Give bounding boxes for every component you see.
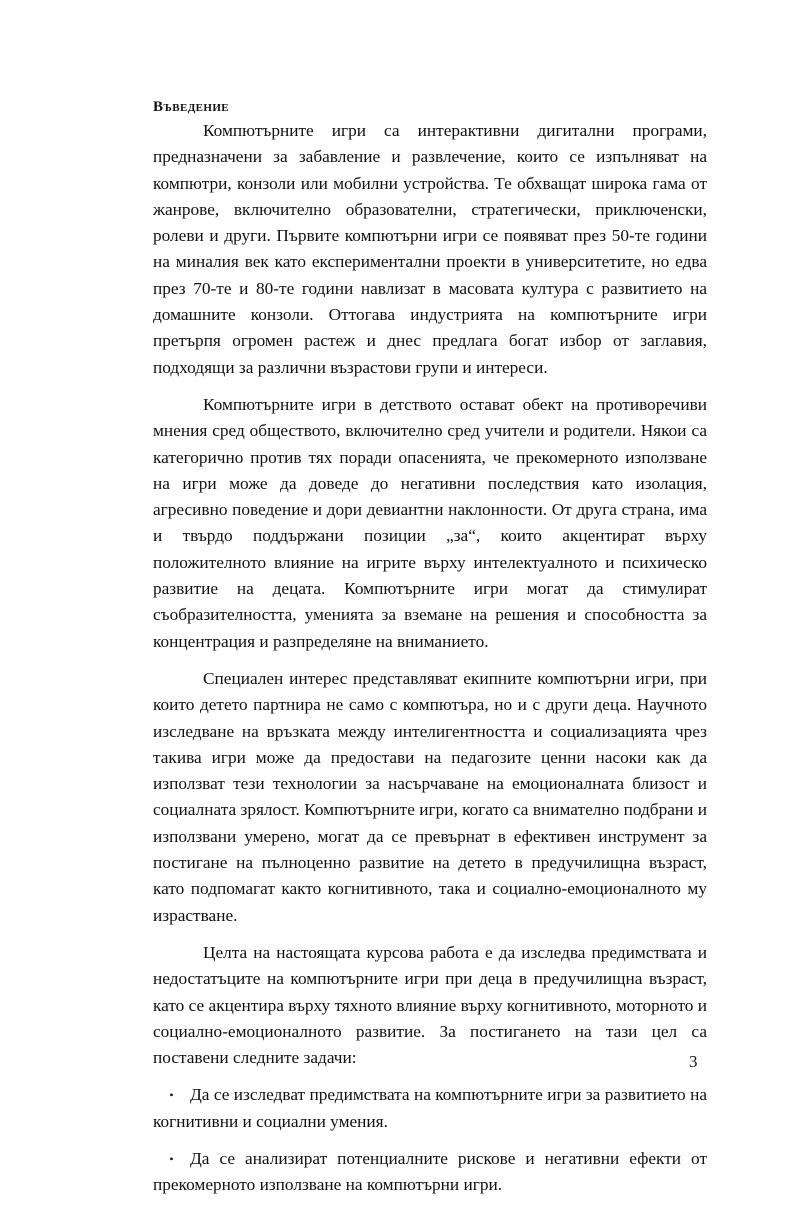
task-text-2: Да се анализират потенциалните рискове и негативни ефекти от прекомерното използване на компютърни игри.	[153, 1148, 707, 1195]
section-heading	[153, 97, 707, 118]
page-number: 3	[689, 1052, 698, 1071]
task-item-1	[153, 1082, 707, 1135]
paragraph-2: Компютърните игри в детството остават обект на противоречиви мнения сред обществото, включително сред учители и родители. Някои са категорично против тях поради опасенията, че прекомерното използване на игри може да доведе до негативни последствия като изолация, агресивно поведение и дори девиантни наклонности. От друга страна, има и твърдо поддържани позиции „за“, които акцентират върху положителното влияние на игрите върху интелектуалното и психическо развитие на децата. Компютърните игри могат да стимулират съобразителността, уменията за вземане на решения и способността за концентрация и разпределяне на вниманието.	[153, 394, 707, 651]
task-text-1: Да се изследват предимствата на компютърните игри за развитието на когнитивни и социални умения.	[153, 1085, 707, 1131]
section-heading-text: Въведение	[153, 99, 230, 115]
task-item-2	[153, 1146, 707, 1199]
task-list	[153, 1082, 707, 1198]
paragraph-4: Целта на настоящата курсова работа е да изследва предимствата и недостатъците на компютърните игри при деца в предучилищна възраст, като се акцентира върху тяхното влияние върху когнитивното, моторното и социално-емоционалното развитие. За постигането на тази цел са поставени следните задачи:	[153, 942, 707, 1068]
bullet-icon: •	[169, 1088, 174, 1103]
paragraph-1: Компютърните игри са интерактивни дигитални програми, предназначени за забавление и развлечение, които се изпълняват на компютри, конзоли или мобилни устройства. Те обхващат широка гама от жанрове, включително образователни, стратегически, приключенски, ролеви и други. Първите компютърни игри се появяват през 50-те години на миналия век като експериментални проекти в университетите, но едва през 70-те и 80-те години навлизат в масовата култура с развитието на домашните конзоли. Оттогава индустрията на компютърните игри претърпя огромен растеж и днес предлага богат избор от заглавия, подходящи за различни възрастови групи и интереси.	[153, 121, 707, 377]
bullet-icon: •	[169, 1151, 174, 1166]
paragraph-3: Специален интерес представляват екипните компютърни игри, при които детето партнира не само с компютъра, но и с други деца. Научното изследване на връзката между интелигентността и социализацията чрез такива игри може да предостави на педагозите ценни насоки как да използват тези технологии за насърчаване на емоционалната близост и социалната зрялост. Компютърните игри, когато са внимателно подбрани и използвани умерено, могат да се превърнат в ефективен инструмент за постигане на пълноценно развитие на детето в предучилищна възраст, като подпомагат както когнитивното, така и социално-емоционалното му израстване.	[153, 668, 707, 925]
page-content	[153, 97, 707, 1210]
